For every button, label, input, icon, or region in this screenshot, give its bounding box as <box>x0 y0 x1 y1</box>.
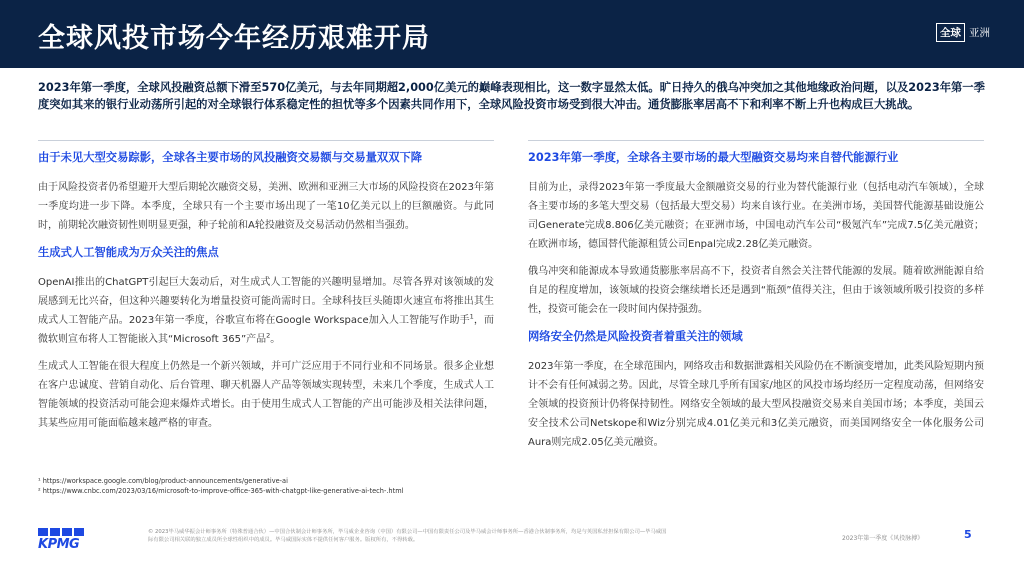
intro-paragraph: 2023年第一季度，全球风投融资总额下滑至570亿美元，与去年同期超2,000亿美元的巅峰表现相比，这一数字显然太低。旷日持久的俄乌冲突加之其他地缘政治问题，以及2023年第一季度突如其来的银行业动荡所引起的对全球银行体系稳定性的担忧等多个因素共同作用下，全球风险投资市场受到很大冲击。通货膨胀率居高不下和利率不断上升也构成巨大挑战。 <box>38 81 985 111</box>
text-span: OpenAI推出的ChatGPT引起巨大轰动后，对生成式人工智能的兴趣明显增加。尽管各界对该领域的发展感到无比兴奋，但这种兴趣要转化为增量投资可能尚需时日。全球科技巨头随即火速宣布将推出其生成式人工智能产品。2023年第一季度，谷歌宣布将在Google Workspace加入人工智能写作助手 <box>38 277 494 326</box>
section-paragraph: 2023年第一季度，在全球范围内，网络攻击和数据泄露相关风险仍在不断演变增加，此类风险短期内预计不会有任何减弱之势。因此，尽管全球几乎所有国家/地区的风投市场均经历一定程度动荡，但网络安全领域的投资预计仍将保持韧性。网络安全领域的最大型风投融资交易来自美国市场；本季度，美国云安全技术公司Netskope和Wiz分别完成4.01亿美元和3亿美元融资，而美国网络安全一体化服务公司Aura则完成2.05亿美元融资。 <box>528 361 984 448</box>
section-paragraph: 由于风险投资者仍希望避开大型后期轮次融资交易，美洲、欧洲和亚洲三大市场的风险投资在2023年第一季度均进一步下降。本季度，全球只有一个主要市场出现了一笔10亿美元以上的巨额融资。与此同时，前期轮次融资韧性则明显更强，种子轮前和A轮投融资及交易活动仍然相当强劲。 <box>38 182 494 231</box>
footnotes <box>38 476 403 496</box>
left-section-2 <box>38 245 494 433</box>
report-name: 2023年第一季度《风投脉搏》 <box>842 535 924 542</box>
section-heading: 由于未见大型交易踪影，全球各主要市场的风投融资交易额与交易量双双下降 <box>38 151 423 164</box>
kpmg-logo <box>38 528 84 552</box>
badge-global: 全球 <box>936 23 965 42</box>
text-span: 。 <box>270 334 281 345</box>
section-heading: 生成式人工智能成为万众关注的焦点 <box>38 246 219 259</box>
right-column <box>528 140 984 460</box>
footnote-ref-2[interactable]: 2 <box>266 331 271 340</box>
footnote-2-link[interactable]: ² https://www.cnbc.com/2023/03/16/microsoft-to-improve-office-365-with-chatgpt-like-generative-ai-tech-.html <box>38 487 404 495</box>
section-paragraph: 生成式人工智能在很大程度上仍然是一个新兴领域，并可广泛应用于不同行业和不同场景。很多企业想在客户忠诚度、营销自动化、后台管理、聊天机器人产品等领域实现转型，未来几个季度，生成式人工智能领域的投资活动可能会迎来爆炸式增长。由于使用生成式人工智能的产出可能涉及相关法律问题，其某些应用可能面临越来越严格的审查。 <box>38 361 494 429</box>
right-section-1 <box>528 150 984 319</box>
logo-text: KPMG <box>38 537 80 552</box>
badge-region: 亚洲 <box>969 27 990 39</box>
left-section-1 <box>38 150 494 235</box>
section-paragraph <box>38 273 494 349</box>
legal-notice: © 2023毕马威华振会计师事务所（特殊普通合伙）—中国合伙制会计师事务所，毕马威企业咨询（中国）有限公司—中国有限责任公司及毕马威会计师事务所—香港合伙制事务所，均是与英国私营担保有限公司—毕马威国际有限公司相关联的独立成员所全球性组织中的成员。毕马威国际实体不提供任何客户服务。版权所有，不得转载。 <box>148 529 667 543</box>
footnote-ref-1[interactable]: 1 <box>469 312 474 321</box>
section-heading: 2023年第一季度，全球各主要市场的最大型融资交易均来自替代能源行业 <box>528 151 899 164</box>
footnote-1-link[interactable]: ¹ https://workspace.google.com/blog/product-announcements/generative-ai <box>38 477 288 485</box>
logo-blocks <box>38 528 84 536</box>
section-paragraph: 俄乌冲突和能源成本导致通货膨胀率居高不下，投资者自然会关注替代能源的发展。随着欧洲能源自给自足的程度增加，该领域的投资会继续增长还是遇到“瓶颈”值得关注，但由于该领域所吸引投资的多样性，投资可能会在一段时间内保持强劲。 <box>528 266 984 315</box>
region-badge <box>936 23 990 42</box>
page-number: 5 <box>964 528 972 541</box>
section-paragraph: 目前为止，录得2023年第一季度最大金额融资交易的行业为替代能源行业（包括电动汽车领域），全球各主要市场的多笔大型交易（包括最大型交易）均来自该行业。在美洲市场，美国替代能源基础设施公司Generate完成8.806亿美元融资；在亚洲市场，中国电动汽车公司“极氪汽车”完成7.5亿美元融资；在欧洲市场，德国替代能源租赁公司Enpal完成2.28亿美元融资。 <box>528 182 984 250</box>
section-heading: 网络安全仍然是风险投资者着重关注的领域 <box>528 330 743 343</box>
left-column <box>38 140 494 441</box>
page-title: 全球风投市场今年经历艰难开局 <box>38 23 430 54</box>
header-bar <box>0 0 1024 68</box>
right-section-2 <box>528 329 984 452</box>
text-span: ，而微软则宣布将人工智能嵌入其“Microsoft 365”产品 <box>38 315 494 345</box>
